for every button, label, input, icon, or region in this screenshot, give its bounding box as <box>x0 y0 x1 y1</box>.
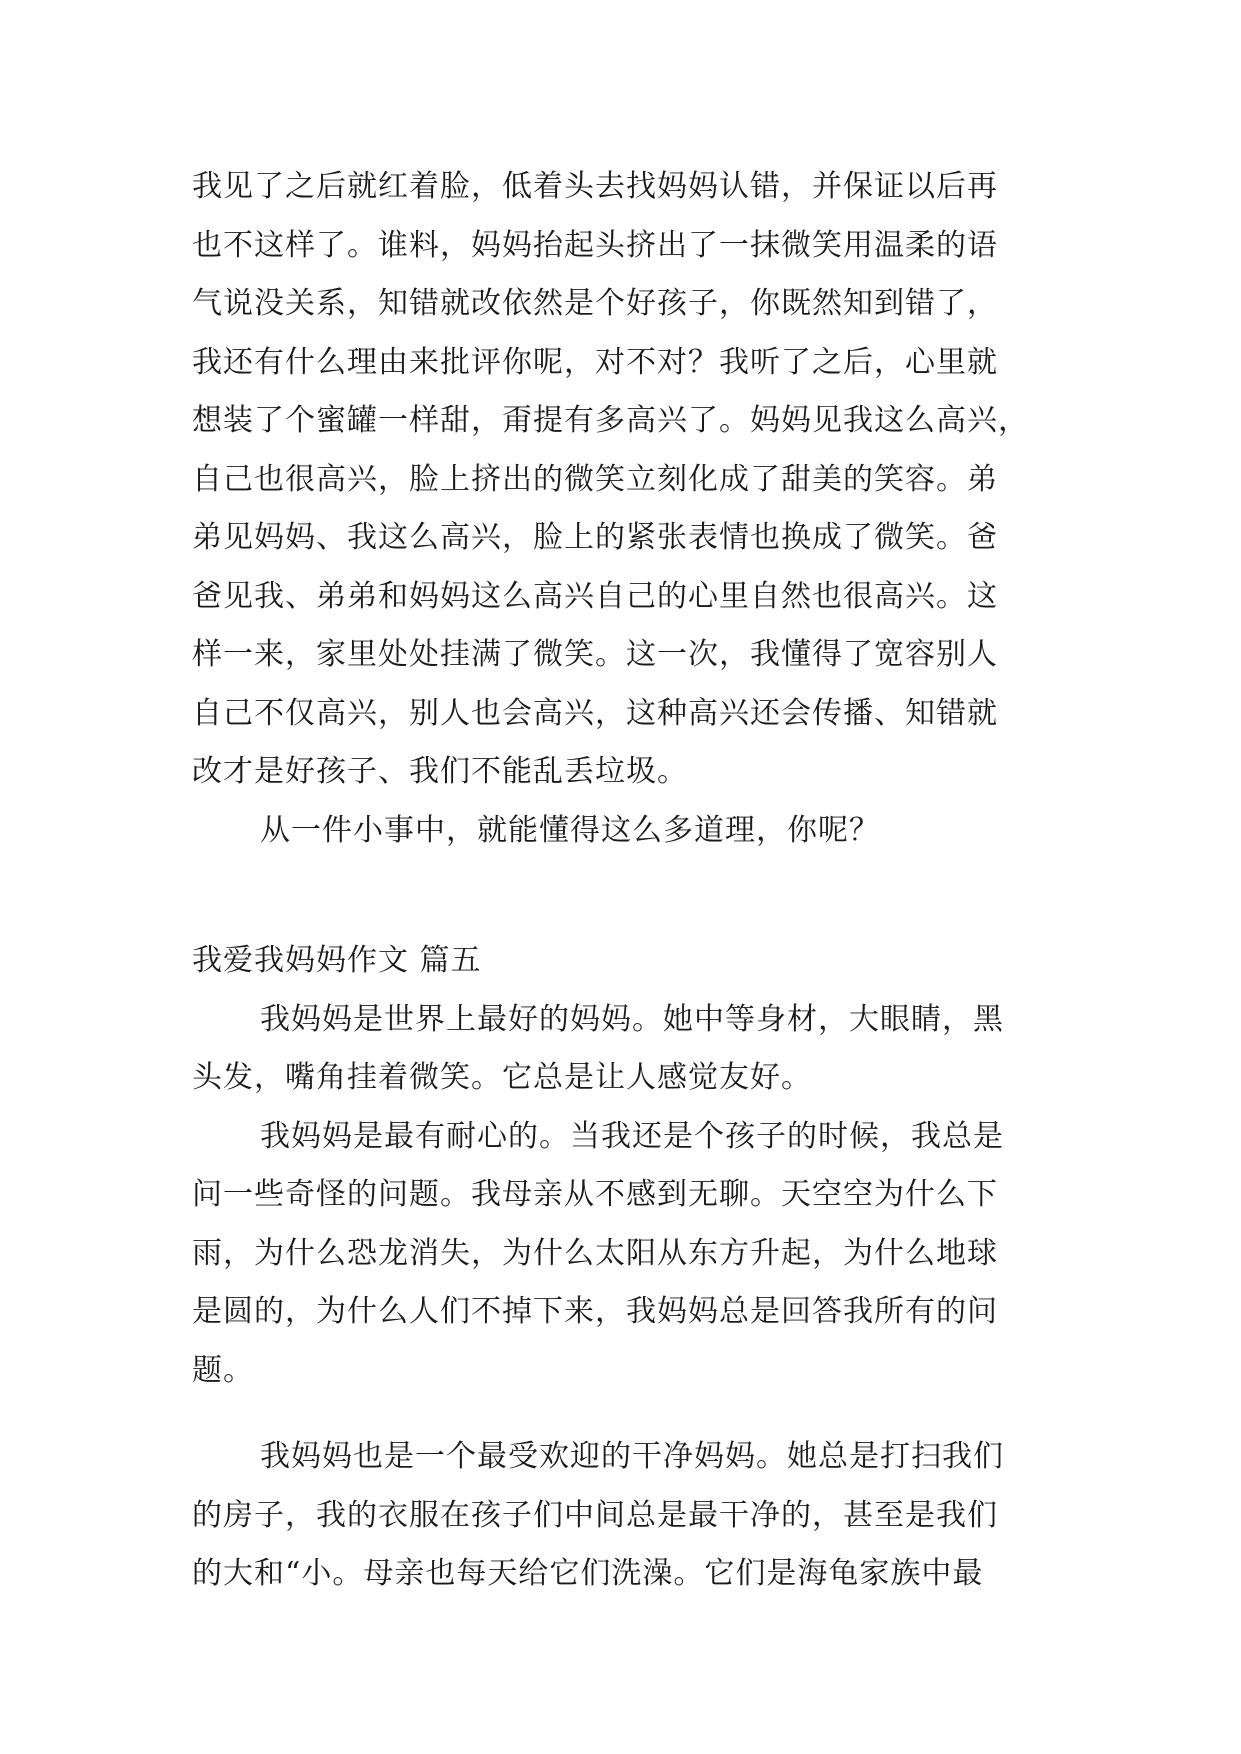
closing-line: 从一件小事中，就能懂得这么多道理，你呢？ <box>260 812 880 848</box>
text-line: 自己也很高兴，脸上挤出的微笑立刻化成了甜美的笑容。弟 <box>192 461 998 497</box>
section-title: 我爱我妈妈作文 篇五 <box>192 943 482 978</box>
document-body <box>192 158 1072 1604</box>
text-line: 弟见妈妈、我这么高兴，脸上的紧张表情也换成了微笑。爸 <box>192 520 998 555</box>
paragraph-line: 我妈妈是世界上最好的妈妈。她中等身材，大眼睛，黑 <box>260 1001 1004 1037</box>
paragraph-line: 我妈妈也是一个最受欢迎的干净妈妈。她总是打扫我们 <box>260 1439 1004 1474</box>
text-line: 自己不仅高兴，别人也会高兴，这种高兴还会传播、知错就 <box>192 695 998 731</box>
paragraph-line: 是圆的，为什么人们不掉下来，我妈妈总是回答我所有的问 <box>192 1294 998 1329</box>
paragraph-line: 题。 <box>192 1352 254 1388</box>
paragraph-line: 雨，为什么恐龙消失，为什么太阳从东方升起，为什么地球 <box>192 1235 998 1271</box>
paragraph-line: 的房子，我的衣服在孩子们中间总是最干净的，甚至是我们 <box>192 1497 998 1533</box>
text-line: 改才是好孩子、我们不能乱丢垃圾。 <box>192 754 688 789</box>
text-line: 想装了个蜜罐一样甜，甭提有多高兴了。妈妈见我这么高兴， <box>192 403 1029 438</box>
paragraph-line: 问一些奇怪的问题。我母亲从不感到无聊。天空空为什么下 <box>192 1177 998 1212</box>
paragraph-spacer <box>192 1400 1072 1428</box>
paragraph-line: 我妈妈是最有耐心的。当我还是个孩子的时候，我总是 <box>260 1118 1004 1154</box>
text-line: 气说没关系，知错就改依然是个好孩子，你既然知到错了， <box>192 286 998 321</box>
text-line: 我见了之后就红着脸，低着头去找妈妈认错，并保证以后再 <box>192 169 998 204</box>
text-line: 爸见我、弟弟和妈妈这么高兴自己的心里自然也很高兴。这 <box>192 578 998 614</box>
section-spacer <box>192 860 1072 932</box>
paragraph-line: 头发，嘴角挂着微笑。它总是让人感觉友好。 <box>192 1060 812 1095</box>
text-line: 样一来，家里处处挂满了微笑。这一次，我懂得了宽容别人 <box>192 637 998 672</box>
text-line: 我还有什么理由来批评你呢，对不对？我听了之后，心里就 <box>192 344 998 380</box>
paragraph-line: 的大和“小。母亲也每天给它们洗澡。它们是海龟家族中最 <box>192 1556 984 1591</box>
text-line: 也不这样了。谁料，妈妈抬起头挤出了一抹微笑用温柔的语 <box>192 227 998 263</box>
